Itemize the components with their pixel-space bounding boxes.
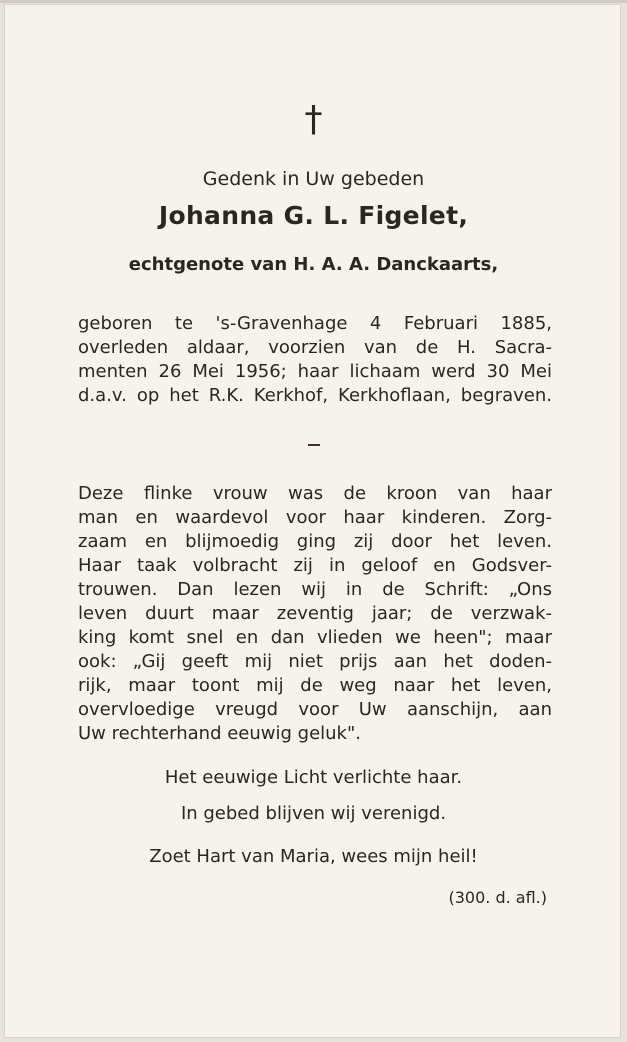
paragraph-line: Haar taak volbracht zij in geloof en Godsver- — [78, 555, 552, 576]
tribute-paragraph — [78, 482, 552, 746]
paragraph-line: menten 26 Mei 1956; haar lichaam werd 30 Mei — [78, 361, 552, 382]
closing-prayer-maria: Zoet Hart van Maria, wees mijn heil! — [149, 846, 478, 867]
paragraph-line: king komt snel en dan vlieden we heen"; maar — [78, 627, 552, 648]
intro-line: Gedenk in Uw gebeden — [202, 168, 425, 190]
section-divider — [308, 444, 320, 446]
spouse-line: echtgenote van H. A. A. Danckaarts, — [128, 254, 499, 275]
paragraph-line: Deze flinke vrouw was de kroon van haar — [78, 483, 552, 504]
paragraph-line: overvloedige vreugd voor Uw aanschijn, aan — [78, 699, 552, 720]
paragraph-line: geboren te 's-Gravenhage 4 Februari 1885, — [78, 313, 552, 334]
paragraph-line: leven duurt maar zeventig jaar; de verzwak- — [78, 603, 552, 624]
closing-prayer-light: Het eeuwige Licht verlichte haar. — [164, 767, 463, 788]
card-top-edge — [0, 0, 627, 3]
birth-death-paragraph — [78, 312, 552, 408]
paragraph-line: zaam en blijmoedig ging zij door het leven. — [78, 531, 552, 552]
print-code: (300. d. afl.) — [448, 888, 547, 907]
paragraph-line: Uw rechterhand eeuwig geluk". — [78, 723, 361, 744]
paragraph-line: overleden aldaar, voorzien van de H. Sacra- — [78, 337, 552, 358]
paragraph-line: rijk, maar toont mij de weg naar het leven, — [78, 675, 552, 696]
paragraph-line: trouwen. Dan lezen wij in de Schrift: „Ons — [78, 579, 552, 600]
paragraph-line: man en waardevol voor haar kinderen. Zorg- — [78, 507, 552, 528]
deceased-name: Johanna G. L. Figelet, — [158, 201, 469, 230]
cross-icon: † — [304, 99, 323, 140]
paragraph-line: d.a.v. op het R.K. Kerkhof, Kerkhoflaan, begraven. — [78, 385, 552, 406]
paragraph-line: ook: „Gij geeft mij niet prijs aan het doden- — [78, 651, 552, 672]
closing-prayer-united: In gebed blijven wij verenigd. — [180, 803, 447, 824]
